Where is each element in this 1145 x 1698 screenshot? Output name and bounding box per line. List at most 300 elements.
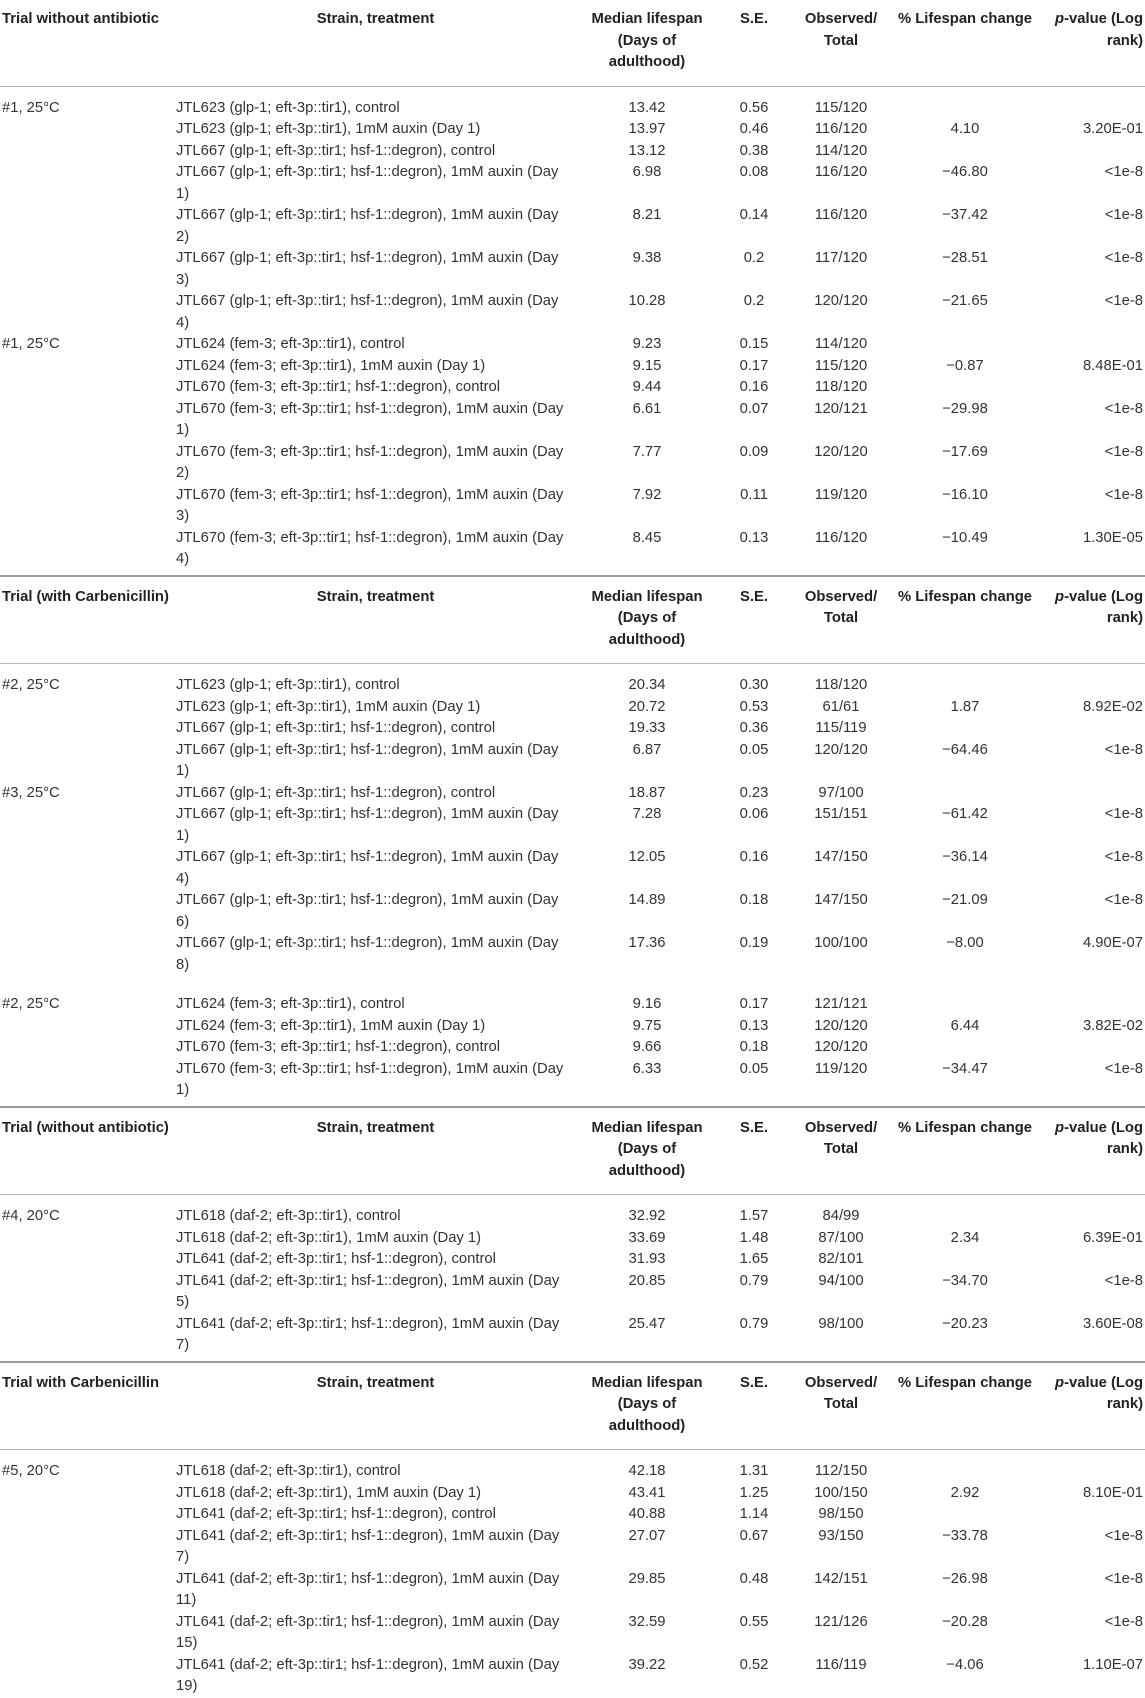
se-cell: 0.14 — [739, 207, 769, 223]
lifespan-change-cell — [893, 994, 1037, 1016]
median-lifespan-cell: 9.15 — [632, 357, 662, 374]
lifespan-change-cell: −34.47 — [942, 1060, 988, 1077]
p-value-column-header — [1037, 1363, 1145, 1450]
observed-total-cell: 100/100 — [814, 935, 868, 951]
header-row — [0, 1363, 1145, 1450]
table-row — [0, 1195, 1145, 1228]
observed-total-cell: 94/100 — [818, 1272, 864, 1289]
strain-cell: JTL667 (glp-1; eft-3p::tir1; hsf-1::degron), 1mM auxin (Day 4) — [176, 849, 559, 887]
se-cell: 1.14 — [739, 1506, 769, 1522]
p-value-cell — [1037, 783, 1145, 805]
strain-cell: JTL623 (glp-1; eft-3p::tir1), 1mM auxin (Day 1) — [176, 698, 481, 715]
lifespan-change-cell: −20.23 — [942, 1315, 988, 1332]
p-value-cell: <1e-8 — [1104, 892, 1143, 908]
trial-column-header: Trial without antibiotic — [0, 0, 176, 86]
median-lifespan-cell: 32.59 — [628, 1613, 666, 1630]
median-lifespan-cell: 7.92 — [632, 486, 662, 503]
trial-column-header: Trial (with Carbenicillin) — [0, 577, 176, 664]
strain-column-header: Strain, treatment — [176, 1108, 575, 1195]
spacer-cell — [0, 976, 1145, 994]
lifespan-change-cell: −21.65 — [942, 293, 988, 309]
trial-cell: #2, 25°C — [2, 996, 60, 1012]
strain-cell: JTL641 (daf-2; eft-3p::tir1; hsf-1::degron), 1mM auxin (Day 15) — [176, 1613, 560, 1651]
lifespan-change-cell — [893, 664, 1037, 697]
observed-total-cell: 117/120 — [814, 250, 868, 266]
trial-cell — [0, 697, 176, 719]
observed-total-cell: 98/150 — [818, 1506, 864, 1522]
p-value-cell — [1037, 377, 1145, 399]
median-lifespan-cell: 12.05 — [628, 849, 666, 865]
se-column-header: S.E. — [719, 1363, 789, 1450]
observed-total-cell: 84/99 — [822, 1208, 860, 1224]
median-lifespan-column-header: Median lifespan (Days of adulthood) — [575, 577, 719, 664]
strain-cell: JTL624 (fem-3; eft-3p::tir1), 1mM auxin (Day 1) — [176, 357, 486, 374]
strain-cell: JTL670 (fem-3; eft-3p::tir1; hsf-1::degron), 1mM auxin (Day 1) — [176, 1060, 564, 1098]
p-value-cell: <1e-8 — [1104, 164, 1143, 180]
lifespan-change-cell: −61.42 — [942, 806, 988, 822]
strain-cell: JTL641 (daf-2; eft-3p::tir1; hsf-1::degron), control — [176, 1506, 496, 1522]
p-value-cell — [1037, 1249, 1145, 1271]
median-lifespan-column-header: Median lifespan (Days of adulthood) — [575, 0, 719, 86]
strain-cell: JTL670 (fem-3; eft-3p::tir1; hsf-1::degron), 1mM auxin (Day 2) — [176, 443, 564, 481]
spacer-row — [0, 976, 1145, 994]
strain-cell: JTL667 (glp-1; eft-3p::tir1; hsf-1::degron), control — [176, 142, 496, 159]
lifespan-change-cell — [893, 783, 1037, 805]
p-value-cell: <1e-8 — [1104, 293, 1143, 309]
table-row — [0, 697, 1145, 719]
se-cell: 0.2 — [743, 293, 765, 309]
trial-cell: #1, 25°C — [2, 336, 60, 352]
trial-cell — [0, 804, 176, 847]
se-cell: 0.17 — [739, 996, 769, 1012]
table-row — [0, 1037, 1145, 1059]
p-value-label: -value (Log rank) — [1064, 1374, 1143, 1412]
se-cell: 1.57 — [739, 1208, 769, 1224]
median-lifespan-cell: 6.87 — [632, 741, 662, 758]
observed-total-cell: 120/121 — [814, 400, 868, 417]
se-cell: 0.18 — [739, 1039, 769, 1055]
p-value-cell — [1037, 718, 1145, 740]
strain-cell: JTL667 (glp-1; eft-3p::tir1; hsf-1::degron), 1mM auxin (Day 1) — [176, 741, 559, 779]
median-lifespan-cell: 32.92 — [628, 1208, 666, 1224]
p-value-cell: <1e-8 — [1104, 806, 1143, 822]
table-row — [0, 1271, 1145, 1314]
se-cell: 0.67 — [739, 1527, 769, 1544]
lifespan-change-cell: −8.00 — [946, 935, 984, 951]
median-lifespan-cell: 42.18 — [628, 1463, 666, 1479]
p-value-cell: <1e-8 — [1104, 1570, 1143, 1587]
lifespan-change-cell: 2.34 — [950, 1229, 980, 1246]
trial-cell: #2, 25°C — [2, 677, 60, 693]
strain-cell: JTL641 (daf-2; eft-3p::tir1; hsf-1::degron), 1mM auxin (Day 19) — [176, 1656, 560, 1694]
trial-cell — [0, 1037, 176, 1059]
median-lifespan-cell: 7.28 — [632, 806, 662, 822]
observed-total-cell: 115/120 — [814, 99, 868, 116]
strain-cell: JTL667 (glp-1; eft-3p::tir1; hsf-1::degron), 1mM auxin (Day 3) — [176, 250, 559, 288]
p-value-cell: 6.39E-01 — [1082, 1229, 1143, 1246]
p-value-cell: 4.90E-07 — [1082, 935, 1143, 951]
observed-total-column-header: Observed/ Total — [789, 1108, 893, 1195]
se-cell: 0.18 — [739, 892, 769, 908]
median-lifespan-cell: 20.72 — [628, 698, 666, 715]
table-row — [0, 664, 1145, 697]
lifespan-change-cell: −17.69 — [942, 443, 988, 460]
table-section — [0, 0, 1145, 575]
lifespan-change-cell — [893, 1249, 1037, 1271]
p-value-cell — [1037, 86, 1145, 119]
observed-total-cell: 142/151 — [814, 1570, 868, 1587]
trial-cell — [0, 377, 176, 399]
se-cell: 0.30 — [739, 677, 769, 693]
table-section — [0, 1361, 1145, 1698]
table-row — [0, 356, 1145, 378]
p-value-italic-label: p — [1055, 588, 1065, 605]
se-cell: 0.16 — [739, 379, 769, 395]
lifespan-change-cell: −0.87 — [946, 357, 984, 374]
median-lifespan-cell: 9.75 — [632, 1017, 662, 1034]
se-cell: 0.36 — [739, 720, 769, 736]
median-lifespan-cell: 9.66 — [632, 1039, 662, 1055]
se-cell: 0.48 — [739, 1570, 769, 1587]
p-value-cell: 3.82E-02 — [1082, 1017, 1143, 1034]
lifespan-change-cell — [893, 1450, 1037, 1483]
se-cell: 0.07 — [739, 400, 769, 417]
lifespan-change-cell: 2.92 — [950, 1484, 980, 1501]
table-row — [0, 783, 1145, 805]
table-row — [0, 1249, 1145, 1271]
strain-cell: JTL618 (daf-2; eft-3p::tir1), control — [176, 1208, 401, 1224]
se-cell: 0.05 — [739, 1060, 769, 1077]
table-row — [0, 399, 1145, 442]
p-value-cell: <1e-8 — [1104, 741, 1143, 758]
observed-total-cell: 147/150 — [814, 849, 868, 865]
p-value-cell: <1e-8 — [1104, 486, 1143, 503]
lifespan-change-cell: −64.46 — [942, 741, 988, 758]
table-row — [0, 1450, 1145, 1483]
median-lifespan-cell: 27.07 — [628, 1527, 666, 1544]
trial-cell — [0, 442, 176, 485]
observed-total-column-header: Observed/ Total — [789, 1363, 893, 1450]
strain-cell: JTL623 (glp-1; eft-3p::tir1), 1mM auxin (Day 1) — [176, 121, 481, 137]
se-column-header: S.E. — [719, 1108, 789, 1195]
p-value-cell: <1e-8 — [1104, 443, 1143, 460]
observed-total-cell: 121/121 — [814, 996, 868, 1012]
p-value-cell: <1e-8 — [1104, 1527, 1143, 1544]
trial-cell — [0, 1526, 176, 1569]
table-row — [0, 994, 1145, 1016]
se-column-header: S.E. — [719, 0, 789, 86]
p-value-italic-label: p — [1055, 1119, 1065, 1136]
trial-cell — [0, 1612, 176, 1655]
se-cell: 0.19 — [739, 935, 769, 951]
median-lifespan-column-header: Median lifespan (Days of adulthood) — [575, 1108, 719, 1195]
observed-total-cell: 114/120 — [814, 336, 868, 352]
table-row — [0, 119, 1145, 141]
strain-column-header: Strain, treatment — [176, 577, 575, 664]
lifespan-change-cell: −28.51 — [942, 250, 988, 266]
observed-total-cell: 118/120 — [814, 677, 868, 693]
table-row — [0, 1504, 1145, 1526]
trial-cell — [0, 1228, 176, 1250]
observed-total-cell: 120/120 — [814, 1039, 868, 1055]
lifespan-change-cell: −34.70 — [942, 1272, 988, 1289]
observed-total-cell: 118/120 — [814, 379, 868, 395]
median-lifespan-cell: 9.23 — [632, 336, 662, 352]
observed-total-cell: 120/120 — [814, 1017, 868, 1034]
se-cell: 0.53 — [739, 698, 769, 715]
strain-cell: JTL670 (fem-3; eft-3p::tir1; hsf-1::degron), control — [176, 379, 501, 395]
median-lifespan-cell: 39.22 — [628, 1656, 666, 1673]
p-value-italic-label: p — [1055, 11, 1065, 27]
table-row — [0, 1655, 1145, 1698]
lifespan-change-cell: −20.28 — [942, 1613, 988, 1630]
observed-total-cell: 116/120 — [814, 164, 868, 180]
table-row — [0, 740, 1145, 783]
strain-column-header: Strain, treatment — [176, 1363, 575, 1450]
observed-total-cell: 151/151 — [814, 806, 868, 822]
p-value-cell: 3.20E-01 — [1082, 121, 1143, 137]
observed-total-cell: 120/120 — [814, 293, 868, 309]
observed-total-cell: 114/120 — [814, 142, 868, 159]
p-value-column-header — [1037, 1108, 1145, 1195]
trial-cell — [0, 718, 176, 740]
table-row — [0, 334, 1145, 356]
trial-cell — [0, 162, 176, 205]
trial-cell — [0, 1249, 176, 1271]
p-value-cell: 8.92E-02 — [1082, 698, 1143, 715]
strain-cell: JTL667 (glp-1; eft-3p::tir1; hsf-1::degron), 1mM auxin (Day 1) — [176, 164, 559, 202]
trial-cell: #1, 25°C — [2, 99, 60, 116]
p-value-cell: <1e-8 — [1104, 400, 1143, 417]
median-lifespan-cell: 9.38 — [632, 250, 662, 266]
table-row — [0, 248, 1145, 291]
se-cell: 1.31 — [739, 1463, 769, 1479]
strain-cell: JTL624 (fem-3; eft-3p::tir1), control — [176, 996, 405, 1012]
trial-cell — [0, 1655, 176, 1698]
table-row — [0, 890, 1145, 933]
strain-cell: JTL670 (fem-3; eft-3p::tir1; hsf-1::degron), control — [176, 1039, 501, 1055]
median-lifespan-cell: 8.45 — [632, 529, 662, 546]
median-lifespan-cell: 13.12 — [628, 142, 666, 159]
trial-cell — [0, 1504, 176, 1526]
trial-column-header: Trial with Carbenicillin — [0, 1363, 176, 1450]
strain-cell: JTL667 (glp-1; eft-3p::tir1; hsf-1::degron), control — [176, 784, 496, 801]
trial-cell — [0, 528, 176, 575]
strain-cell: JTL623 (glp-1; eft-3p::tir1), control — [176, 99, 400, 116]
median-lifespan-cell: 31.93 — [628, 1251, 666, 1267]
observed-total-cell: 61/61 — [822, 698, 860, 715]
lifespan-change-cell: 4.10 — [950, 121, 980, 137]
header-row — [0, 0, 1145, 86]
table-row — [0, 1314, 1145, 1361]
observed-total-cell: 120/120 — [814, 443, 868, 460]
p-value-label: -value (Log rank) — [1064, 588, 1143, 626]
trial-cell: #4, 20°C — [2, 1208, 60, 1224]
strain-cell: JTL667 (glp-1; eft-3p::tir1; hsf-1::degron), control — [176, 720, 496, 736]
lifespan-change-cell: 6.44 — [950, 1017, 980, 1034]
median-lifespan-cell: 40.88 — [628, 1506, 666, 1522]
table-row — [0, 1228, 1145, 1250]
median-lifespan-cell: 10.28 — [628, 293, 666, 309]
observed-total-cell: 97/100 — [818, 784, 864, 801]
strain-cell: JTL667 (glp-1; eft-3p::tir1; hsf-1::degron), 1mM auxin (Day 6) — [176, 892, 559, 930]
p-value-italic-label: p — [1055, 1374, 1065, 1391]
table-row — [0, 1016, 1145, 1038]
lifespan-change-cell — [893, 1195, 1037, 1228]
median-lifespan-cell: 14.89 — [628, 892, 666, 908]
observed-total-column-header: Observed/ Total — [789, 0, 893, 86]
p-value-cell — [1037, 994, 1145, 1016]
p-value-cell — [1037, 141, 1145, 163]
median-lifespan-cell: 7.77 — [632, 443, 662, 460]
observed-total-cell: 112/150 — [814, 1463, 868, 1479]
lifespan-change-cell: −29.98 — [942, 400, 988, 417]
lifespan-change-cell: −4.06 — [946, 1656, 984, 1673]
observed-total-cell: 98/100 — [818, 1315, 864, 1332]
median-lifespan-cell: 6.61 — [632, 400, 662, 417]
lifespan-change-column-header: % Lifespan change — [893, 577, 1037, 664]
strain-cell: JTL618 (daf-2; eft-3p::tir1), control — [176, 1463, 401, 1479]
se-cell: 1.48 — [739, 1229, 769, 1246]
median-lifespan-cell: 18.87 — [628, 784, 666, 801]
lifespan-change-column-header: % Lifespan change — [893, 1108, 1037, 1195]
median-lifespan-cell: 19.33 — [628, 720, 666, 736]
lifespan-change-cell — [893, 1037, 1037, 1059]
table-row — [0, 291, 1145, 334]
trial-cell: #3, 25°C — [2, 784, 60, 801]
p-value-cell — [1037, 1504, 1145, 1526]
se-cell: 0.13 — [739, 529, 769, 546]
table-row — [0, 528, 1145, 575]
median-lifespan-cell: 9.16 — [632, 996, 662, 1012]
lifespan-change-column-header: % Lifespan change — [893, 1363, 1037, 1450]
table-row — [0, 141, 1145, 163]
strain-cell: JTL641 (daf-2; eft-3p::tir1; hsf-1::degron), 1mM auxin (Day 11) — [176, 1570, 560, 1608]
strain-cell: JTL641 (daf-2; eft-3p::tir1; hsf-1::degron), 1mM auxin (Day 5) — [176, 1272, 560, 1310]
trial-cell — [0, 1271, 176, 1314]
trial-cell — [0, 1016, 176, 1038]
lifespan-change-cell: −46.80 — [942, 164, 988, 180]
observed-total-cell: 93/150 — [818, 1527, 864, 1544]
p-value-cell — [1037, 334, 1145, 356]
table-row — [0, 162, 1145, 205]
lifespan-change-cell: −26.98 — [942, 1570, 988, 1587]
lifespan-change-cell: −36.14 — [942, 849, 988, 865]
median-lifespan-cell: 6.98 — [632, 164, 662, 180]
strain-cell: JTL623 (glp-1; eft-3p::tir1), control — [176, 677, 400, 693]
lifespan-change-cell — [893, 377, 1037, 399]
se-cell: 0.13 — [739, 1017, 769, 1034]
p-value-cell — [1037, 1450, 1145, 1483]
trial-cell — [0, 141, 176, 163]
observed-total-cell: 116/120 — [814, 207, 868, 223]
strain-cell: JTL667 (glp-1; eft-3p::tir1; hsf-1::degron), 1mM auxin (Day 2) — [176, 207, 559, 245]
strain-cell: JTL618 (daf-2; eft-3p::tir1), 1mM auxin (Day 1) — [176, 1229, 482, 1246]
table-row — [0, 1569, 1145, 1612]
table-row — [0, 847, 1145, 890]
strain-cell: JTL670 (fem-3; eft-3p::tir1; hsf-1::degron), 1mM auxin (Day 4) — [176, 529, 564, 567]
trial-cell — [0, 933, 176, 976]
strain-cell: JTL667 (glp-1; eft-3p::tir1; hsf-1::degron), 1mM auxin (Day 1) — [176, 806, 559, 844]
strain-cell: JTL670 (fem-3; eft-3p::tir1; hsf-1::degron), 1mM auxin (Day 1) — [176, 400, 564, 438]
observed-total-cell: 115/120 — [814, 357, 868, 374]
lifespan-change-cell: −37.42 — [942, 207, 988, 223]
se-cell: 0.15 — [739, 336, 769, 352]
se-cell: 0.79 — [739, 1315, 769, 1332]
table-row — [0, 485, 1145, 528]
p-value-cell: 8.48E-01 — [1082, 357, 1143, 374]
p-value-cell — [1037, 1037, 1145, 1059]
p-value-cell: <1e-8 — [1104, 1613, 1143, 1630]
p-value-column-header — [1037, 577, 1145, 664]
trial-cell — [0, 740, 176, 783]
lifespan-change-cell — [893, 718, 1037, 740]
table-section — [0, 575, 1145, 1106]
se-cell: 0.05 — [739, 741, 769, 758]
table-row — [0, 1059, 1145, 1106]
observed-total-cell: 119/120 — [814, 486, 868, 503]
trial-cell — [0, 1059, 176, 1106]
header-row — [0, 577, 1145, 664]
p-value-cell: <1e-8 — [1104, 207, 1143, 223]
lifespan-change-cell: −33.78 — [942, 1527, 988, 1544]
trial-cell — [0, 248, 176, 291]
median-lifespan-cell: 29.85 — [628, 1570, 666, 1587]
observed-total-cell: 147/150 — [814, 892, 868, 908]
se-cell: 1.25 — [739, 1484, 769, 1501]
strain-column-header: Strain, treatment — [176, 0, 575, 86]
table-section — [0, 1106, 1145, 1361]
trial-cell — [0, 119, 176, 141]
observed-total-cell: 116/119 — [815, 1656, 867, 1673]
trial-cell — [0, 1314, 176, 1361]
p-value-cell: 1.10E-07 — [1082, 1656, 1143, 1673]
se-cell: 0.46 — [739, 121, 769, 137]
header-row — [0, 1108, 1145, 1195]
se-cell: 0.16 — [739, 849, 769, 865]
se-cell: 0.52 — [739, 1656, 769, 1673]
median-lifespan-column-header: Median lifespan (Days of adulthood) — [575, 1363, 719, 1450]
observed-total-cell: 119/120 — [814, 1060, 868, 1077]
table-row — [0, 1526, 1145, 1569]
se-cell: 0.55 — [739, 1613, 769, 1630]
trial-cell — [0, 847, 176, 890]
se-cell: 0.09 — [739, 443, 769, 460]
table-row — [0, 1612, 1145, 1655]
se-cell: 0.17 — [739, 357, 769, 374]
p-value-cell — [1037, 664, 1145, 697]
p-value-cell: <1e-8 — [1104, 250, 1143, 266]
table-row — [0, 377, 1145, 399]
data-table — [0, 0, 1145, 575]
lifespan-change-cell — [893, 141, 1037, 163]
se-cell: 0.79 — [739, 1272, 769, 1289]
p-value-label: -value (Log rank) — [1064, 1119, 1143, 1157]
strain-cell: JTL624 (fem-3; eft-3p::tir1), 1mM auxin (Day 1) — [176, 1017, 486, 1034]
p-value-cell: 8.10E-01 — [1082, 1484, 1143, 1501]
strain-cell: JTL641 (daf-2; eft-3p::tir1; hsf-1::degron), control — [176, 1251, 496, 1267]
se-cell: 0.11 — [740, 486, 768, 503]
median-lifespan-cell: 33.69 — [628, 1229, 666, 1246]
table-row — [0, 804, 1145, 847]
observed-total-cell: 100/150 — [814, 1484, 868, 1501]
se-cell: 0.06 — [739, 806, 769, 822]
p-value-cell: 1.30E-05 — [1082, 529, 1143, 546]
lifespan-change-cell: −21.09 — [942, 892, 988, 908]
se-cell: 0.56 — [739, 99, 769, 116]
data-table — [0, 1363, 1145, 1698]
median-lifespan-cell: 9.44 — [632, 379, 662, 395]
